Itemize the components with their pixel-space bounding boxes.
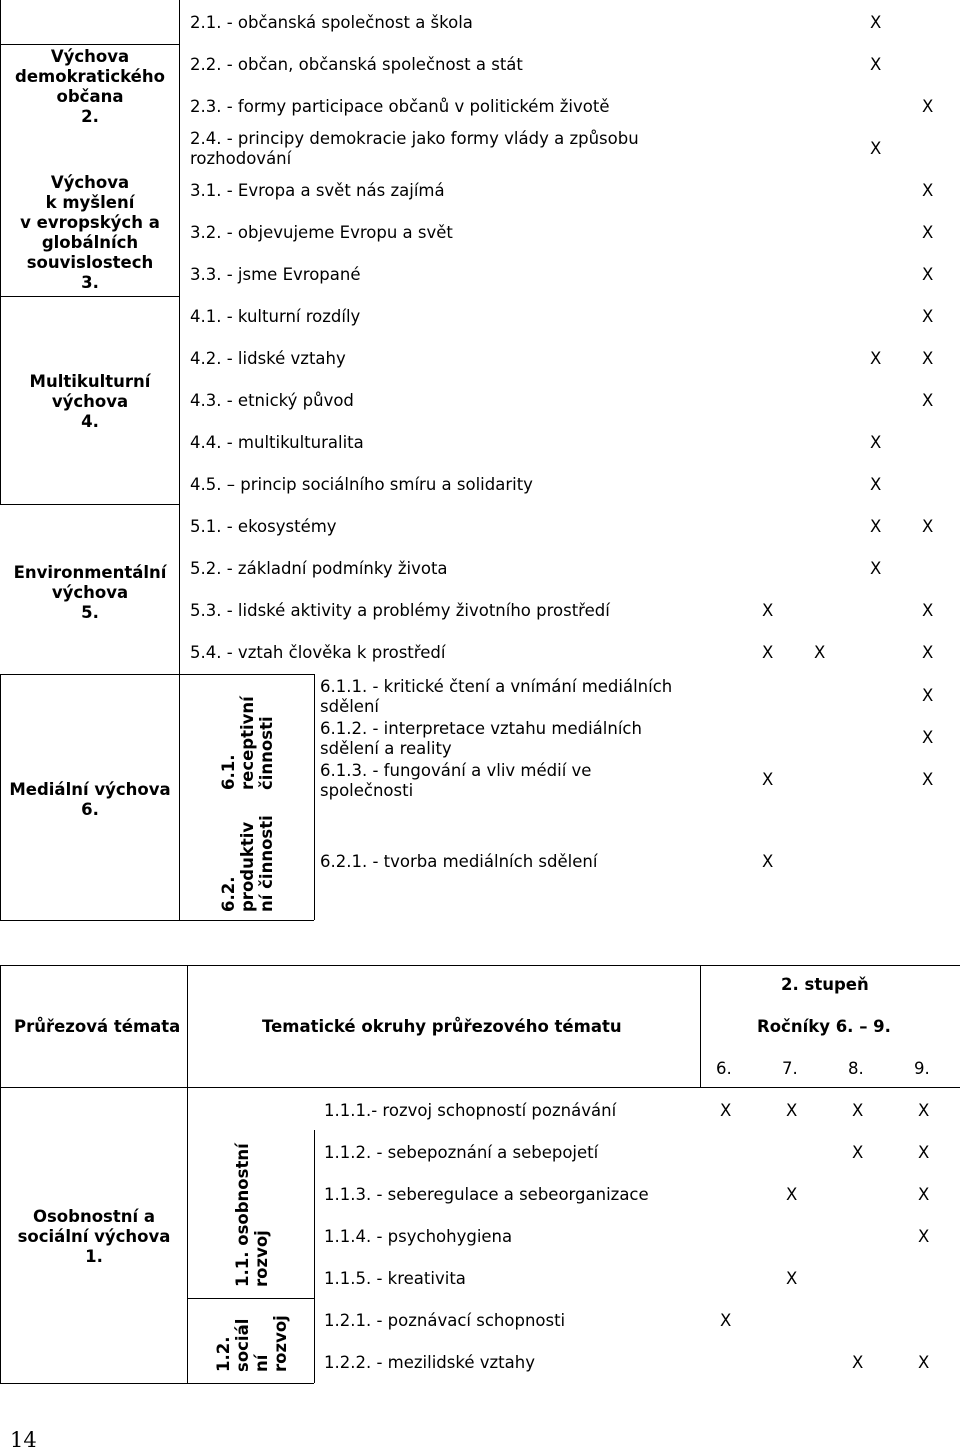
t2-border-top	[0, 965, 960, 966]
t2-mark-grade-9: X	[918, 1227, 930, 1246]
t1-mark-grade-9: X	[922, 770, 934, 789]
t2-row-text: 1.1.3. - seberegulace a sebeorganizace	[324, 1185, 649, 1204]
subgroup-label-6-1: 6.1. receptivní činnosti	[219, 696, 276, 790]
t2-header-col1: Průřezová témata	[14, 1017, 181, 1036]
t2-mark-grade-9: X	[918, 1185, 930, 1204]
t1-rule	[0, 674, 179, 675]
grade-header-7: 7.	[782, 1059, 798, 1078]
t2-header-col2: Tematické okruhy průřezového tématu	[262, 1017, 622, 1036]
t2-mark-grade-7: X	[786, 1101, 798, 1120]
t1-mark-grade-9: X	[922, 349, 934, 368]
t1-mark-grade-6: X	[870, 139, 882, 158]
t1-mark-grade-9: X	[922, 265, 934, 284]
t2-row-text: 1.1.2. - sebepoznání a sebepojetí	[324, 1143, 599, 1162]
t2-header-rocniky: Ročníky 6. – 9.	[757, 1017, 891, 1036]
t1-sub-rule	[179, 674, 314, 675]
t1-row-text: 2.3. - formy participace občanů v politickém životě	[190, 97, 610, 116]
t2-row-text: 1.2.1. - poznávací schopnosti	[324, 1311, 566, 1330]
t1-mark-grade-8: X	[762, 601, 774, 620]
t1-mark-grade-6: X	[870, 475, 882, 494]
subgroup-label-6-2: 6.2. produktiv ní činnosti	[219, 815, 276, 912]
t2-mark-grade-9: X	[918, 1353, 930, 1372]
t1-rule	[0, 44, 179, 45]
grade-header-8: 8.	[848, 1059, 864, 1078]
subgroup-label-1-2: 1.2. sociál ní rozvoj	[214, 1315, 290, 1372]
t1-row-text: 4.4. - multikulturalita	[190, 433, 364, 452]
t1-row-text: 4.3. - etnický původ	[190, 391, 354, 410]
t1-row-text: 3.3. - jsme Evropané	[190, 265, 361, 284]
t1-row-text: 2.4. - principy demokracie jako formy vlády a způsobu rozhodování	[190, 129, 639, 168]
t2-border-left-2	[0, 1087, 1, 1383]
t2-mark-grade-6: X	[720, 1101, 732, 1120]
t1-mark-grade-9: X	[922, 223, 934, 242]
t1-mark-grade-6: X	[870, 349, 882, 368]
t1-row-text: 3.1. - Evropa a svět nás zajímá	[190, 181, 445, 200]
t2-col-divider	[187, 965, 188, 1087]
t1-rule	[0, 504, 179, 505]
t2-col-divider	[187, 1087, 188, 1383]
t2-sub-rule	[187, 1298, 314, 1299]
group-label-4: Multikulturní výchova 4.	[29, 372, 151, 431]
t2-mark-grade-7: X	[786, 1185, 798, 1204]
t1-mark-grade-7: X	[814, 643, 826, 662]
t2-border-left	[0, 965, 1, 1087]
t2-mark-grade-9: X	[918, 1101, 930, 1120]
t1-mark-grade-6: X	[870, 559, 882, 578]
t1-row-text: 5.2. - základní podmínky života	[190, 559, 448, 578]
t1-row-text: 5.1. - ekosystémy	[190, 517, 337, 536]
t1-mark-grade-9: X	[922, 181, 934, 200]
group-label-2: Výchova demokratického občana 2.	[15, 47, 165, 126]
t2-header-stupen: 2. stupeň	[781, 975, 869, 994]
t1-rule	[179, 920, 314, 921]
t2-mark-grade-6: X	[720, 1311, 732, 1330]
t1-row-text: 5.4. - vztah člověka k prostředí	[190, 643, 446, 662]
page-number: 14	[10, 1428, 37, 1452]
t1-sub-divider	[314, 674, 315, 920]
t2-mark-grade-8: X	[852, 1101, 864, 1120]
t1-mark-grade-8: X	[762, 852, 774, 871]
t1-row-text: 6.1.3. - fungování a vliv médií ve společnosti	[320, 761, 592, 800]
t1-mark-grade-9: X	[922, 307, 934, 326]
t1-mark-grade-9: X	[922, 643, 934, 662]
t1-mark-grade-9: X	[922, 517, 934, 536]
t1-border-left-2	[0, 296, 1, 504]
t1-rule	[0, 920, 179, 921]
t1-row-text: 6.2.1. - tvorba mediálních sdělení	[320, 852, 598, 871]
group-label-3: Výchova k myšlení v evropských a globálních souvislostech 3.	[20, 173, 160, 292]
t2-bottom	[0, 1383, 314, 1384]
t1-mark-grade-9: X	[922, 601, 934, 620]
t1-mark-grade-6: X	[870, 433, 882, 452]
t1-col-divider	[179, 0, 180, 920]
t1-mark-grade-9: X	[922, 97, 934, 116]
t1-row-text: 4.5. – princip sociálního smíru a solidarity	[190, 475, 533, 494]
t1-row-text: 6.1.2. - interpretace vztahu mediálních sdělení a reality	[320, 719, 642, 758]
grade-header-9: 9.	[914, 1059, 930, 1078]
t1-row-text: 4.2. - lidské vztahy	[190, 349, 346, 368]
t1-row-text: 3.2. - objevujeme Evropu a svět	[190, 223, 453, 242]
t1-mark-grade-8: X	[762, 770, 774, 789]
t2-row-text: 1.1.5. - kreativita	[324, 1269, 466, 1288]
t1-rule	[0, 296, 179, 297]
t1-row-text: 6.1.1. - kritické čtení a vnímání mediálních sdělení	[320, 677, 673, 716]
group-label-6: Mediální výchova 6.	[9, 780, 171, 819]
group-label-5: Environmentální výchova 5.	[13, 563, 167, 622]
grade-header-6: 6.	[716, 1059, 732, 1078]
t2-col-divider	[700, 965, 701, 1087]
t1-mark-grade-9: X	[922, 728, 934, 747]
subgroup-label-1-1: 1.1. osobnostní rozvoj	[233, 1143, 271, 1287]
t1-mark-grade-6: X	[870, 13, 882, 32]
t2-row-text: 1.2.2. - mezilidské vztahy	[324, 1353, 535, 1372]
t1-mark-grade-8: X	[762, 643, 774, 662]
t2-mark-grade-8: X	[852, 1353, 864, 1372]
t1-border-left-3	[0, 674, 1, 920]
t2-mark-grade-9: X	[918, 1143, 930, 1162]
t1-mark-grade-6: X	[870, 55, 882, 74]
t1-row-text: 5.3. - lidské aktivity a problémy životního prostředí	[190, 601, 610, 620]
t2-sub-divider	[314, 1130, 315, 1383]
t2-row-text: 1.1.1.- rozvoj schopností poznávání	[324, 1101, 617, 1120]
t1-row-text: 2.2. - občan, občanská společnost a stát	[190, 55, 523, 74]
t1-mark-grade-9: X	[922, 391, 934, 410]
t1-mark-grade-9: X	[922, 686, 934, 705]
t2-mark-grade-8: X	[852, 1143, 864, 1162]
t1-row-text: 2.1. - občanská společnost a škola	[190, 13, 473, 32]
t2-header-bottom	[0, 1087, 960, 1088]
t1-row-text: 4.1. - kulturní rozdíly	[190, 307, 361, 326]
group-label-1: Osobnostní a sociální výchova 1.	[17, 1207, 171, 1266]
t2-row-text: 1.1.4. - psychohygiena	[324, 1227, 513, 1246]
t1-mark-grade-6: X	[870, 517, 882, 536]
t2-mark-grade-7: X	[786, 1269, 798, 1288]
